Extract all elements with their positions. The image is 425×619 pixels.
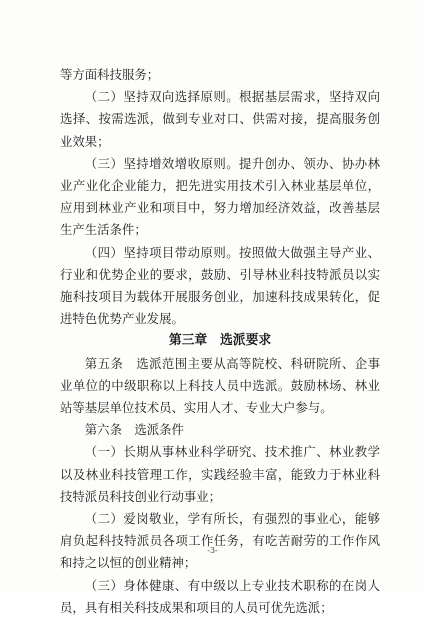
- condition-2: （二）爱岗敬业，学有所长，有强烈的事业心，能够肩负起科技特派员各项工作任务，有吃苦耐劳的工作作风和持之以恒的创业精神；: [60, 511, 380, 571]
- chapter-heading: 第三章 选派要求: [168, 333, 272, 349]
- paragraph-principle-4: （四）坚持项目带动原则。按照做大做强主导产业、行业和优势企业的要求，鼓励、引导林业科技特派员以实施科技项目为载体开展服务创业，加速科技成果转化，促进特色优势产业发展。: [60, 244, 380, 327]
- page-body: [60, 64, 380, 619]
- article-6-title: 第六条 选派条件: [84, 422, 184, 438]
- condition-3: （三）身体健康、有中级以上专业技术职称的在岗人员，具有相关科技成果和项目的人员可优先选派；: [60, 577, 380, 615]
- page-number: -3-: [207, 546, 218, 555]
- article-5: 第五条 选派范围主要从高等院校、科研院所、企事业单位的中级职称以上科技人员中选派。鼓励林场、林业站等基层单位技术员、实用人才、专业大户参与。: [60, 355, 380, 416]
- paragraph-principle-2: （二）坚持双向选择原则。根据基层需求，坚持双向选择、按需选派，做到专业对口、供需对接，提高服务创业效果；: [60, 89, 380, 149]
- paragraph-continuation: 等方面科技服务；: [60, 67, 160, 82]
- paragraph-principle-3: （三）坚持增效增收原则。提升创办、领办、协办林业产业化企业能力，把先进实用技术引入林业基层单位，应用到林业产业和项目中，努力增加经济效益，改善基层生产生活条件；: [60, 155, 380, 238]
- condition-1: （一）长期从事林业科学研究、技术推广、林业教学以及林业科技管理工作，实践经验丰富，能致力于林业科技特派员科技创业行动事业；: [60, 444, 380, 504]
